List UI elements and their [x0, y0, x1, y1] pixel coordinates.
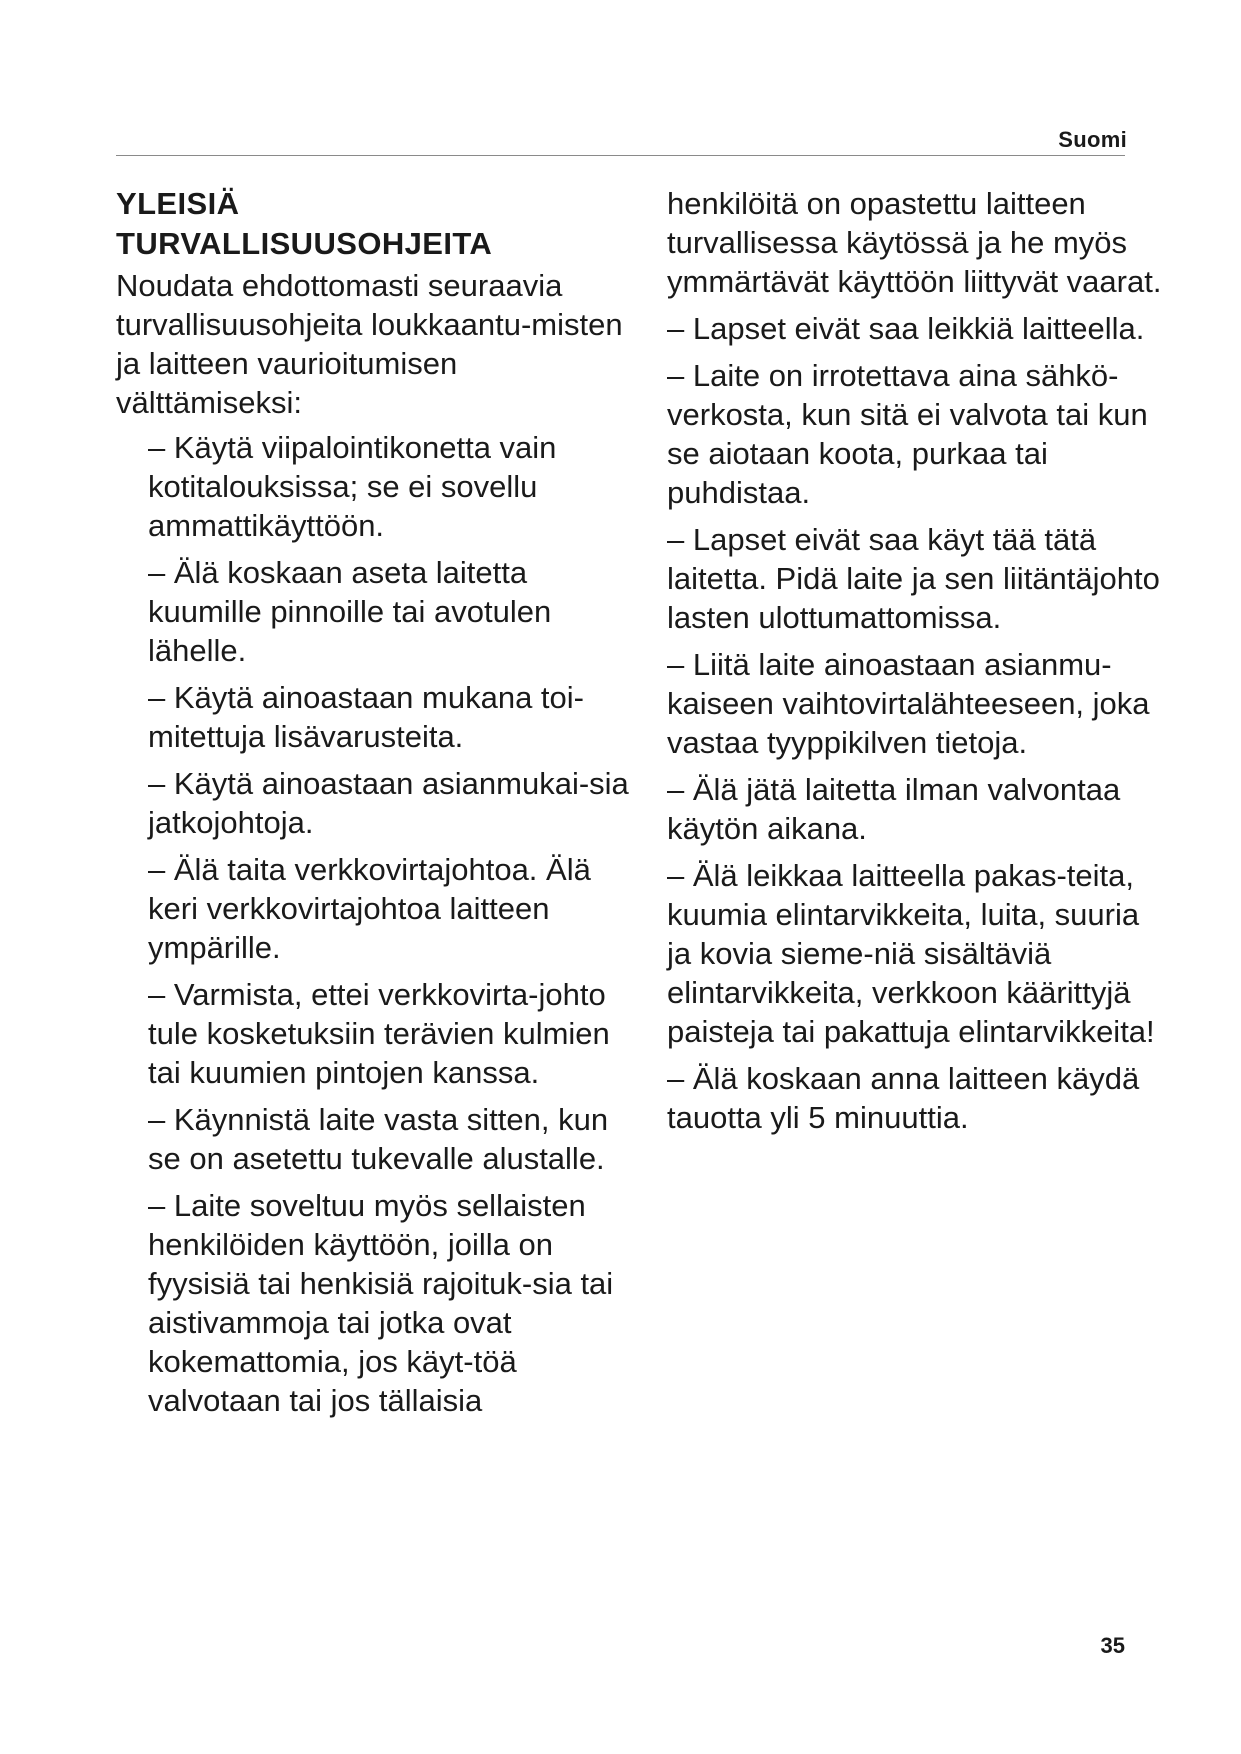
- list-item: – Käytä ainoastaan asianmukai-sia jatkojohtoja.: [148, 766, 629, 840]
- list-item: – Varmista, ettei verkkovirta-johto tule kosketuksiin terävien kulmien tai kuumien pintojen kanssa.: [148, 977, 610, 1090]
- intro-paragraph: Noudata ehdottomasti seuraavia turvallisuusohjeita loukkaantu-misten ja laitteen vaurioitumisen välttämiseksi:: [116, 268, 623, 420]
- section-heading: [116, 184, 636, 264]
- list-item: – Käynnistä laite vasta sitten, kun se on asetettu tukevalle alustalle.: [148, 1102, 609, 1176]
- list-item: – Älä koskaan aseta laitetta kuumille pinnoille tai avotulen lähelle.: [148, 555, 552, 668]
- list-item: – Älä leikkaa laitteella pakas-teita, kuumia elintarvikkeita, luita, suuria ja kovia sieme-niä sisältäviä elintarvikkeita, verkkoon käärittyjä paisteja tai pakattuja elintarvikkeita!: [667, 858, 1155, 1049]
- list-item: – Käytä viipalointikonetta vain kotitalouksissa; se ei sovellu ammattikäyttöön.: [148, 430, 557, 543]
- right-column: [667, 184, 1167, 1145]
- page-number: 35: [1100, 1633, 1125, 1658]
- list-item: – Lapset eivät saa leikkiä laitteella.: [667, 311, 1145, 346]
- list-item: – Laite soveltuu myös sellaisten henkilöiden käyttöön, joilla on fyysisiä tai henkisiä rajoituk-sia tai aistivammoja tai jotka ovat kokemattomia, jos käyt-töä valvotaan tai jos tällaisia: [148, 1188, 614, 1418]
- list-item: – Älä jätä laitetta ilman valvontaa käytön aikana.: [667, 772, 1121, 846]
- section-heading-line-1: YLEISIÄ: [116, 186, 240, 221]
- continuation-paragraph: henkilöitä on opastettu laitteen turvallisessa käytössä ja he myös ymmärtävät käyttöön liittyvät vaarat.: [667, 186, 1162, 299]
- list-item: – Laite on irrotettava aina sähkö-verkosta, kun sitä ei valvota tai kun se aiotaan koota, purkaa tai puhdistaa.: [667, 358, 1148, 510]
- left-column: [116, 184, 636, 1428]
- list-item: – Käytä ainoastaan mukana toi-mitettuja lisävarusteita.: [148, 680, 584, 754]
- header-language-label: Suomi: [1058, 127, 1127, 152]
- header-divider: [116, 155, 1125, 156]
- list-item: – Älä koskaan anna laitteen käydä tauotta yli 5 minuuttia.: [667, 1061, 1140, 1135]
- safety-list-left: [116, 428, 636, 1420]
- list-item: – Älä taita verkkovirtajohtoa. Älä keri verkkovirtajohtoa laitteen ympärille.: [148, 852, 591, 965]
- section-heading-line-2: TURVALLISUUSOHJEITA: [116, 226, 493, 261]
- list-item: – Liitä laite ainoastaan asianmu-kaiseen vaihtovirtalähteeseen, joka vastaa tyyppikilven tietoja.: [667, 647, 1150, 760]
- list-item: – Lapset eivät saa käyt tää tätä laitetta. Pidä laite ja sen liitäntäjohto lasten ulottumattomissa.: [667, 522, 1160, 635]
